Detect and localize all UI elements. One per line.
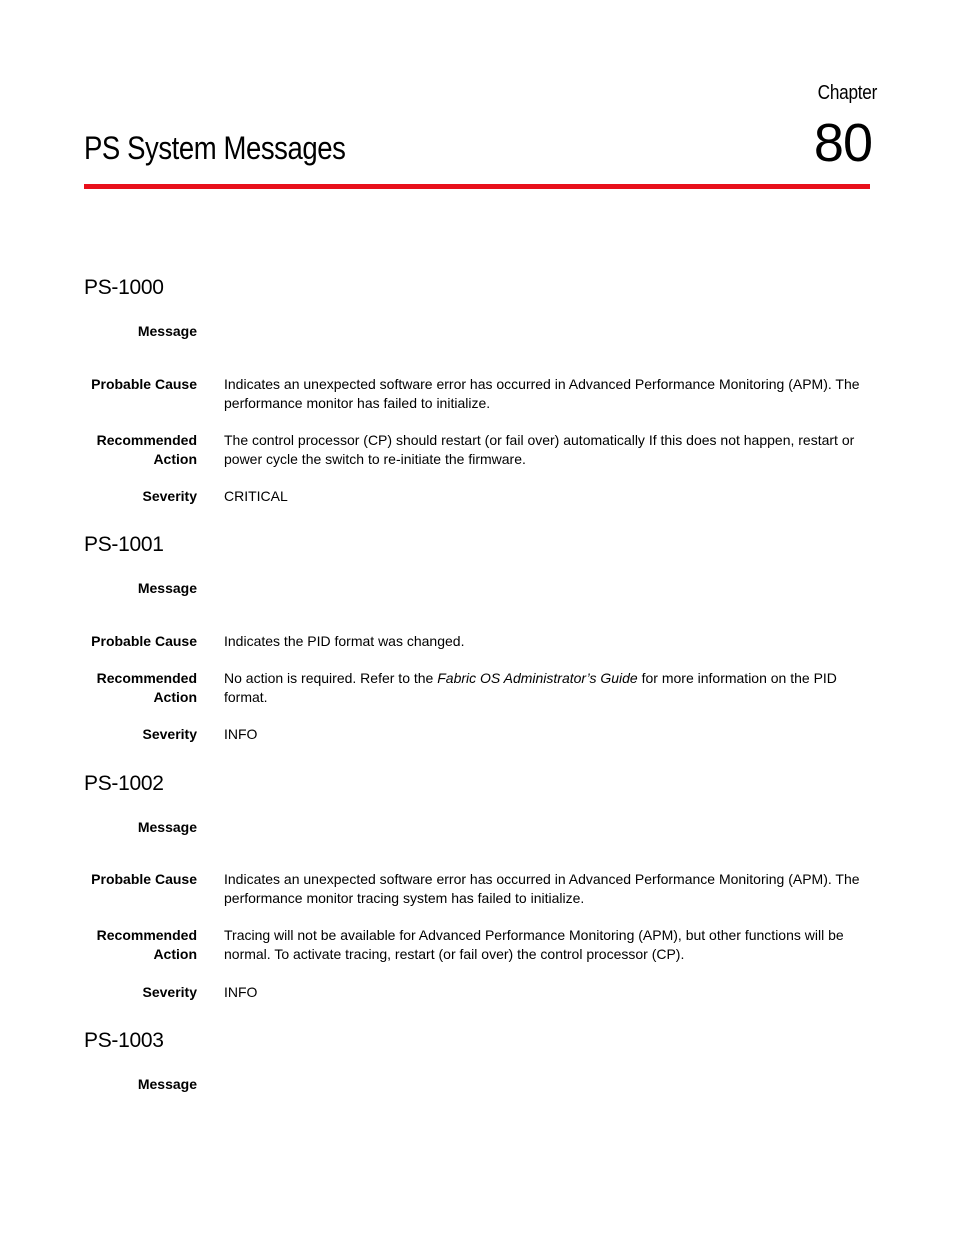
section-heading: PS-1001 (84, 533, 164, 556)
chapter-number: 80 (813, 113, 872, 173)
severity-label: Severity (142, 488, 197, 504)
recommended-action-label: Recommended Action (96, 927, 197, 962)
severity-value: INFO (224, 726, 258, 742)
message-label: Message (137, 819, 197, 835)
probable-cause-label: Probable Cause (91, 376, 197, 392)
recommended-action-text: No action is required. Refer to the Fabric OS Administrator’s Guide for more information on the PID format. (224, 670, 837, 705)
chapter-label: Chapter (817, 82, 877, 104)
recommended-action-text: The control processor (CP) should restart (or fail over) automatically If this does not happen, restart or power cycle the switch to re-initiate the firmware. (224, 432, 855, 467)
recommended-action-label: Recommended Action (96, 432, 197, 467)
message-label: Message (137, 580, 197, 596)
severity-value: INFO (224, 984, 258, 1000)
section-heading: PS-1000 (84, 276, 164, 299)
message-label: Message (137, 323, 197, 339)
recommended-action-label: Recommended Action (96, 670, 197, 705)
chapter-title: PS System Messages (84, 130, 346, 166)
recommended-action-text: Tracing will not be available for Advanced Performance Monitoring (APM), but other functions will be normal. To activate tracing, restart (or fail over) the control processor (CP). (224, 927, 844, 962)
probable-cause-label: Probable Cause (91, 633, 197, 649)
probable-cause-text: Indicates the PID format was changed. (224, 633, 465, 649)
section-ps-1002 (84, 771, 870, 1000)
probable-cause-label: Probable Cause (91, 871, 197, 887)
severity-value: CRITICAL (224, 488, 288, 504)
section-ps-1003 (84, 1028, 870, 1092)
probable-cause-text: Indicates an unexpected software error has occurred in Advanced Performance Monitoring (APM). The performance monitor has failed to initialize. (224, 376, 860, 411)
guide-title: Fabric OS Administrator’s Guide (437, 670, 638, 686)
probable-cause-text: Indicates an unexpected software error has occurred in Advanced Performance Monitoring (APM). The performance monitor tracing system has failed to initialize. (224, 871, 860, 906)
section-ps-1000 (84, 275, 870, 504)
chapter-rule (84, 184, 870, 189)
section-heading: PS-1002 (84, 772, 164, 795)
severity-label: Severity (142, 984, 197, 1000)
section-ps-1001 (84, 532, 870, 742)
message-label: Message (137, 1076, 197, 1092)
section-heading: PS-1003 (84, 1029, 164, 1052)
severity-label: Severity (142, 726, 197, 742)
